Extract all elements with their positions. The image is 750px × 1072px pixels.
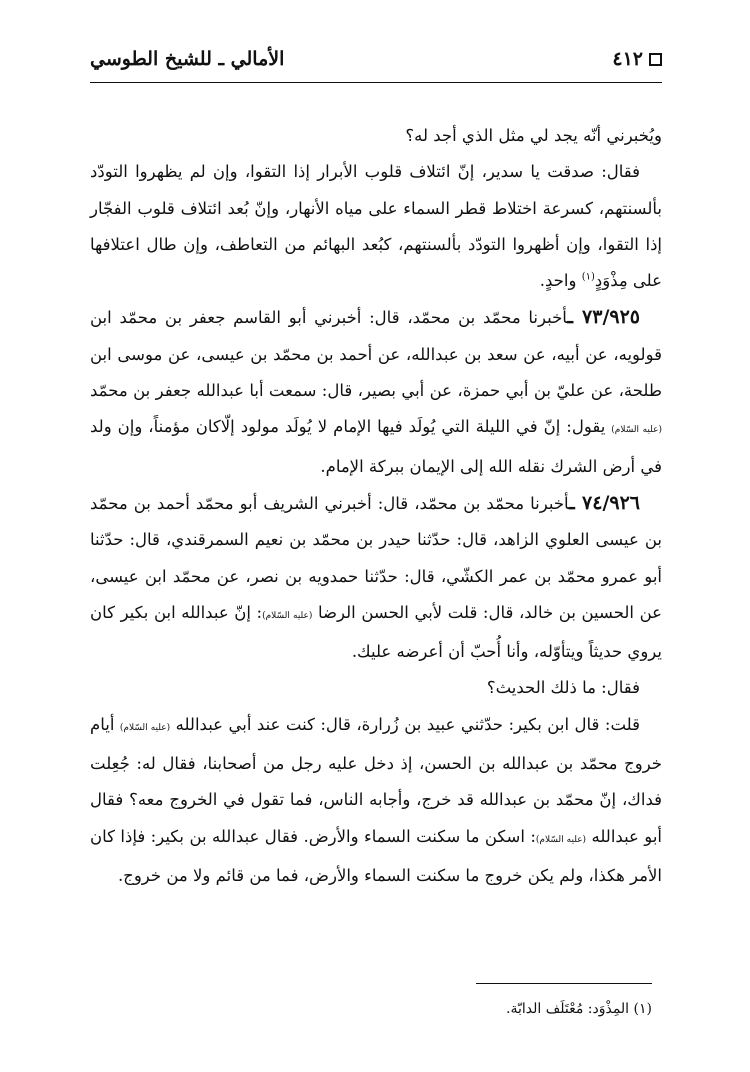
text-line: فقال: صدقت يا سدير، إنّ ائتلاف قلوب الأبرار إذا التقوا، وإن لم يظهروا xyxy=(135,162,641,182)
page-header xyxy=(90,48,662,88)
page-number-text: ٤١٢ xyxy=(612,48,643,70)
running-title: الأمالي ـ للشيخ الطوسي xyxy=(90,48,285,70)
footnote: (١) المِذْوَد: مُعْتَلَف الدابّة. xyxy=(506,1001,652,1017)
text-line: ولا من خروج. xyxy=(117,865,211,885)
paragraph-narration xyxy=(90,707,662,894)
footnote-divider xyxy=(476,983,652,984)
hadith-926 xyxy=(90,485,662,670)
hadith-number: ٧٣/٩٢٥ ـ xyxy=(567,306,640,329)
text-line: : إنّ عبدالله xyxy=(181,602,263,622)
text-line: التودّد بألسنتهم، كسرعة اختلاط قطر السماء على مياه الأنهار، وإنّ بُعد ائتلاف قلوب xyxy=(90,162,662,218)
text-line: محمّد بن عيسى العلوي الزاهد، قال: حدّثنا حيدر بن محمّد بن نعيم السمرقندي، xyxy=(90,493,662,550)
text-line: أخبرنا محمّد بن محمّد، قال: أخبرني الشريف أبو محمّد أحمد بن xyxy=(133,493,570,513)
text-line: قال: حدّثنا أبو عمرو محمّد بن عمر الكشّي، قال: حدّثنا حمدويه بن نصر، عن محمّد xyxy=(90,530,663,586)
text-line: قلت: قال ابن بكير: حدّثني عبيد بن زُرارة، قال: كنت عند أبي عبدالله xyxy=(170,714,641,734)
page-number xyxy=(612,48,662,70)
paragraph-reply xyxy=(90,154,662,299)
text-line: يقول: إنّ في الليلة التي يُولَد فيها الإمام لا يُولَد مولود إلّاكان مؤمناً، xyxy=(148,417,612,437)
main-text xyxy=(90,118,662,894)
text-line: : اسكن ما سكنت السماء والأرض. فقال عبدالله بن xyxy=(189,826,536,846)
honorific: (عليه السّلام) xyxy=(611,425,662,436)
text-line: ابن بكير كان يروي حديثاً ويتأوّله، وأنا أُحبّ أن أعرضه عليك. xyxy=(90,602,662,662)
text-line: واحدٍ. xyxy=(539,271,582,291)
text-line: معه؟ فقال أبو عبدالله xyxy=(90,790,662,846)
paragraph-question xyxy=(90,670,662,706)
text-line: اعتلافها على مِذْوَدٍ xyxy=(90,234,662,291)
text-line: أيام خروج محمّد بن عبدالله بن الحسن، إذ دخل عليه رجل من أصحابنا، فقال له: xyxy=(90,714,662,774)
footnote-ref: (١) xyxy=(581,271,595,283)
square-box-icon xyxy=(649,53,662,66)
honorific: (عليه السّلام) xyxy=(119,722,171,733)
text-line: ابن طلحة، عن عليّ بن أبي حمزة، عن أبي بصير، قال: سمعت أبا عبدالله جعفر بن xyxy=(90,344,662,401)
text-line: وإن ولد في أرض الشرك نقله الله إلى الإيمان ببركة الإمام. xyxy=(90,417,662,476)
hadith-number: ٧٤/٩٢٦ ـ xyxy=(569,491,640,514)
paragraph-continuation xyxy=(90,118,662,154)
hadith-925 xyxy=(90,299,662,484)
text-line: بكير: فإذا كان الأمر هكذا، ولم يكن خروج ما سكنت السماء والأرض، فما من قائم xyxy=(90,826,662,885)
text-line: جُعِلت فداك، إنّ محمّد بن عبدالله قد خرج، وأجابه الناس، فما تقول في الخروج xyxy=(90,754,663,810)
header-divider xyxy=(90,82,662,83)
honorific: (عليه السّلام) xyxy=(535,834,587,845)
text-line: محمّد xyxy=(90,381,128,401)
text-line: الفجّار إذا التقوا، وإن أظهروا التودّد بألسنتهم، كبُعد البهائم من التعاطف، وإن طال xyxy=(90,198,662,254)
text-line: ويُخبرني أنّه يجد لي مثل الذي أجد له؟ xyxy=(405,126,662,145)
text-line: ابن عيسى، عن الحسين بن خالد، قال: قلت لأبي الحسن الرضا xyxy=(90,566,663,622)
text-line: ابن قولويه، عن أبيه، عن سعد بن عبدالله، عن أحمد بن محمّد بن عيسى، عن موسى xyxy=(90,308,662,364)
honorific: (عليه السّلام) xyxy=(262,610,313,621)
text-line: فقال: ما ذلك الحديث؟ xyxy=(486,678,640,698)
text-line: أخبرنا محمّد بن محمّد، قال: أخبرني أبو القاسم جعفر بن محمّد xyxy=(119,308,568,328)
